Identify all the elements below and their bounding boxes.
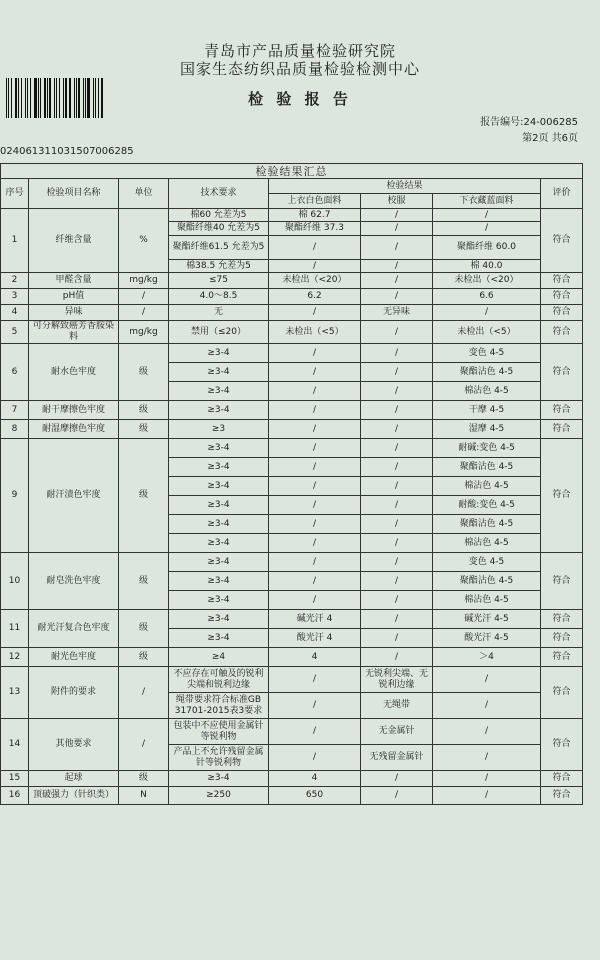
cell-eval: 符合 bbox=[541, 401, 583, 420]
cell-req: ≥3-4 bbox=[169, 382, 269, 401]
cell-r2: / bbox=[361, 610, 433, 629]
cell-req: ≥3-4 bbox=[169, 515, 269, 534]
cell-r2: / bbox=[361, 771, 433, 787]
barcode-bar bbox=[27, 78, 28, 118]
cell-seq: 16 bbox=[1, 787, 29, 805]
cell-unit: 级 bbox=[119, 771, 169, 787]
cell-req: ≥3-4 bbox=[169, 458, 269, 477]
cell-r1: 4 bbox=[269, 771, 361, 787]
barcode-bar bbox=[101, 78, 102, 118]
cell-item: 耐水色牢度 bbox=[29, 344, 119, 401]
cell-r2: / bbox=[361, 222, 433, 236]
cell-req: 棉38.5 允差为5 bbox=[169, 260, 269, 273]
cell-item: 附件的要求 bbox=[29, 667, 119, 719]
cell-item: 耐干摩擦色牢度 bbox=[29, 401, 119, 420]
table-row bbox=[1, 344, 583, 363]
org-name: 青岛市产品质量检验研究院 bbox=[203, 42, 396, 60]
cell-r3: 棉沾色 4-5 bbox=[433, 382, 541, 401]
cell-req: ≥3-4 bbox=[169, 771, 269, 787]
col-eval: 评价 bbox=[541, 179, 583, 209]
cell-r1: / bbox=[269, 534, 361, 553]
barcode-bar bbox=[40, 78, 41, 118]
cell-r3: 变色 4-5 bbox=[433, 553, 541, 572]
cell-eval: 符合 bbox=[541, 667, 583, 719]
cell-item: 顶破强力（针织类） bbox=[29, 787, 119, 805]
cell-r1: / bbox=[269, 439, 361, 458]
cell-r3: 聚酯沾色 4-5 bbox=[433, 363, 541, 382]
cell-req: 棉60 允差为5 bbox=[169, 209, 269, 222]
cell-eval: 符合 bbox=[541, 629, 583, 648]
cell-r2: / bbox=[361, 382, 433, 401]
cell-item: 耐湿摩擦色牢度 bbox=[29, 420, 119, 439]
cell-item: 纤维含量 bbox=[29, 209, 119, 273]
barcode-bar bbox=[8, 78, 9, 118]
cell-unit: N bbox=[119, 787, 169, 805]
col-req: 技术要求 bbox=[169, 179, 269, 209]
cell-r1: / bbox=[269, 572, 361, 591]
cell-r3: 干摩 4-5 bbox=[433, 401, 541, 420]
cell-unit: / bbox=[119, 719, 169, 771]
cell-r3: 湿摩 4-5 bbox=[433, 420, 541, 439]
cell-unit: 级 bbox=[119, 420, 169, 439]
cell-r1: 4 bbox=[269, 648, 361, 667]
cell-r2: / bbox=[361, 439, 433, 458]
cell-req: 4.0～8.5 bbox=[169, 289, 269, 305]
cell-r3: / bbox=[433, 222, 541, 236]
cell-req: ≤75 bbox=[169, 273, 269, 289]
table-row bbox=[1, 209, 583, 222]
cell-r3: 聚酯沾色 4-5 bbox=[433, 515, 541, 534]
cell-r3: 碱光汗 4-5 bbox=[433, 610, 541, 629]
table-row bbox=[1, 771, 583, 787]
cell-unit: / bbox=[119, 305, 169, 321]
cell-eval: 符合 bbox=[541, 553, 583, 610]
cell-req: 产品上不允许残留金属针等锐利物 bbox=[169, 745, 269, 771]
cell-r1: / bbox=[269, 401, 361, 420]
barcode-bar bbox=[30, 78, 31, 118]
cell-r2: 无残留金属针 bbox=[361, 745, 433, 771]
cell-req: ≥3-4 bbox=[169, 439, 269, 458]
cell-r3: 棉 40.0 bbox=[433, 260, 541, 273]
table-row bbox=[1, 273, 583, 289]
table-row bbox=[1, 321, 583, 344]
cell-eval: 符合 bbox=[541, 289, 583, 305]
col-results: 检验结果 bbox=[269, 179, 541, 194]
table-row bbox=[1, 401, 583, 420]
barcode-bar bbox=[34, 78, 36, 118]
cell-seq: 5 bbox=[1, 321, 29, 344]
table-row bbox=[1, 439, 583, 458]
cell-item: 甲醛含量 bbox=[29, 273, 119, 289]
report-number: 报告编号:24-006285 bbox=[480, 117, 578, 128]
cell-r2: / bbox=[361, 553, 433, 572]
barcode-bar bbox=[63, 78, 64, 118]
col-r2: 校服 bbox=[361, 194, 433, 209]
cell-item: 起球 bbox=[29, 771, 119, 787]
cell-r2: 无锐利尖端、无锐利边缘 bbox=[361, 667, 433, 693]
cell-r2: 无金属针 bbox=[361, 719, 433, 745]
cell-unit: 级 bbox=[119, 344, 169, 401]
cell-r3: ＞4 bbox=[433, 648, 541, 667]
cell-r1: / bbox=[269, 719, 361, 745]
cell-r1: 未检出（<20） bbox=[269, 273, 361, 289]
cell-req: ≥3-4 bbox=[169, 363, 269, 382]
cell-r2: / bbox=[361, 572, 433, 591]
cell-r1: / bbox=[269, 458, 361, 477]
cell-r1: / bbox=[269, 305, 361, 321]
cell-eval: 符合 bbox=[541, 209, 583, 273]
barcode-bar bbox=[47, 78, 48, 118]
cell-r1: 碱光汗 4 bbox=[269, 610, 361, 629]
barcode-bar bbox=[76, 78, 77, 118]
col-r1: 上衣白色面料 bbox=[269, 194, 361, 209]
cell-r1: / bbox=[269, 420, 361, 439]
cell-r1: 650 bbox=[269, 787, 361, 805]
cell-r3: 未检出（<20） bbox=[433, 273, 541, 289]
cell-eval: 符合 bbox=[541, 344, 583, 401]
col-seq: 序号 bbox=[1, 179, 29, 209]
cell-r2: / bbox=[361, 787, 433, 805]
table-row bbox=[1, 787, 583, 805]
cell-eval: 符合 bbox=[541, 771, 583, 787]
cell-seq: 4 bbox=[1, 305, 29, 321]
cell-eval: 符合 bbox=[541, 648, 583, 667]
cell-seq: 10 bbox=[1, 553, 29, 610]
table-row bbox=[1, 719, 583, 745]
cell-eval: 符合 bbox=[541, 439, 583, 553]
cell-seq: 11 bbox=[1, 610, 29, 648]
cell-r2: / bbox=[361, 273, 433, 289]
cell-r3: 耐碱:变色 4-5 bbox=[433, 439, 541, 458]
cell-r3: / bbox=[433, 745, 541, 771]
cell-seq: 8 bbox=[1, 420, 29, 439]
cell-req: ≥3-4 bbox=[169, 496, 269, 515]
cell-r3: 6.6 bbox=[433, 289, 541, 305]
cell-item: 耐光汗复合色牢度 bbox=[29, 610, 119, 648]
cell-r1: / bbox=[269, 477, 361, 496]
cell-r3: 棉沾色 4-5 bbox=[433, 477, 541, 496]
cell-seq: 7 bbox=[1, 401, 29, 420]
cell-r3: / bbox=[433, 667, 541, 693]
cell-r1: 酸光汗 4 bbox=[269, 629, 361, 648]
table-row bbox=[1, 648, 583, 667]
barcode-bar bbox=[11, 78, 12, 118]
cell-req: 包装中不应使用金属针等锐利物 bbox=[169, 719, 269, 745]
cell-seq: 6 bbox=[1, 344, 29, 401]
barcode-bar bbox=[93, 78, 94, 118]
barcode-bar bbox=[6, 78, 7, 118]
cell-r2: / bbox=[361, 477, 433, 496]
barcode-bar bbox=[15, 78, 17, 118]
cell-req: ≥3-4 bbox=[169, 553, 269, 572]
cell-r2: / bbox=[361, 321, 433, 344]
cell-unit: % bbox=[119, 209, 169, 273]
cell-r1: / bbox=[269, 667, 361, 693]
table-caption: 检验结果汇总 bbox=[1, 164, 583, 179]
cell-r2: / bbox=[361, 344, 433, 363]
cell-item: 耐汗渍色牢度 bbox=[29, 439, 119, 553]
cell-eval: 符合 bbox=[541, 305, 583, 321]
cell-unit: / bbox=[119, 667, 169, 719]
cell-r1: / bbox=[269, 693, 361, 719]
cell-r2: / bbox=[361, 209, 433, 222]
cell-r1: / bbox=[269, 363, 361, 382]
barcode-bar bbox=[78, 78, 79, 118]
barcode-bar bbox=[56, 78, 57, 118]
table-row bbox=[1, 420, 583, 439]
barcode-bar bbox=[44, 78, 45, 118]
cell-r3: / bbox=[433, 771, 541, 787]
cell-r2: / bbox=[361, 648, 433, 667]
cell-req: 无 bbox=[169, 305, 269, 321]
cell-unit: 级 bbox=[119, 610, 169, 648]
cell-item: 可分解致癌芳香胺染料 bbox=[29, 321, 119, 344]
cell-r2: / bbox=[361, 458, 433, 477]
center-name: 国家生态纺织品质量检验检测中心 bbox=[179, 60, 420, 78]
cell-r2: / bbox=[361, 236, 433, 260]
cell-unit: / bbox=[119, 289, 169, 305]
cell-item: 耐光色牢度 bbox=[29, 648, 119, 667]
barcode-bar bbox=[85, 78, 86, 118]
cell-item: 其他要求 bbox=[29, 719, 119, 771]
cell-req: ≥3-4 bbox=[169, 629, 269, 648]
cell-req: ≥250 bbox=[169, 787, 269, 805]
cell-r3: 棉沾色 4-5 bbox=[433, 534, 541, 553]
cell-req: ≥3-4 bbox=[169, 591, 269, 610]
cell-r1: / bbox=[269, 515, 361, 534]
cell-item: 耐皂洗色牢度 bbox=[29, 553, 119, 610]
barcode bbox=[6, 78, 104, 118]
cell-unit: 级 bbox=[119, 553, 169, 610]
cell-r2: / bbox=[361, 629, 433, 648]
cell-seq: 14 bbox=[1, 719, 29, 771]
cell-r3: / bbox=[433, 719, 541, 745]
barcode-bar bbox=[65, 78, 66, 118]
cell-eval: 符合 bbox=[541, 420, 583, 439]
table-row bbox=[1, 553, 583, 572]
barcode-bar bbox=[74, 78, 75, 118]
cell-req: 聚酯纤维40 允差为5 bbox=[169, 222, 269, 236]
page-info: 第2页 共6页 bbox=[522, 133, 578, 144]
cell-r1: / bbox=[269, 382, 361, 401]
cell-r2: / bbox=[361, 515, 433, 534]
col-item: 检验项目名称 bbox=[29, 179, 119, 209]
barcode-bar bbox=[21, 78, 22, 118]
cell-unit: mg/kg bbox=[119, 321, 169, 344]
cell-eval: 符合 bbox=[541, 273, 583, 289]
barcode-bar bbox=[38, 78, 39, 118]
cell-r2: / bbox=[361, 591, 433, 610]
cell-req: ≥3-4 bbox=[169, 610, 269, 629]
cell-r3: / bbox=[433, 305, 541, 321]
cell-req: ≥3 bbox=[169, 420, 269, 439]
cell-seq: 3 bbox=[1, 289, 29, 305]
table-row bbox=[1, 289, 583, 305]
cell-req: 聚酯纤维61.5 允差为5 bbox=[169, 236, 269, 260]
cell-r3: 聚酯沾色 4-5 bbox=[433, 458, 541, 477]
cell-r2: / bbox=[361, 260, 433, 273]
cell-unit: 级 bbox=[119, 439, 169, 553]
cell-r3: / bbox=[433, 693, 541, 719]
cell-req: ≥3-4 bbox=[169, 401, 269, 420]
barcode-bar bbox=[54, 78, 55, 118]
cell-req: ≥4 bbox=[169, 648, 269, 667]
cell-r1: / bbox=[269, 260, 361, 273]
cell-r1: / bbox=[269, 591, 361, 610]
barcode-bar bbox=[49, 78, 51, 118]
cell-item: pH值 bbox=[29, 289, 119, 305]
cell-r3: 耐酸:变色 4-5 bbox=[433, 496, 541, 515]
cell-r2: / bbox=[361, 401, 433, 420]
cell-r2: 无异味 bbox=[361, 305, 433, 321]
doc-code: 0240613110315070062​85 bbox=[0, 146, 134, 157]
results-table bbox=[0, 163, 583, 805]
col-r3: 下衣藏蓝面料 bbox=[433, 194, 541, 209]
cell-r1: / bbox=[269, 553, 361, 572]
barcode-bar bbox=[18, 78, 19, 118]
cell-r2: / bbox=[361, 496, 433, 515]
table-row bbox=[1, 610, 583, 629]
cell-r2: / bbox=[361, 289, 433, 305]
cell-seq: 13 bbox=[1, 667, 29, 719]
cell-r2: / bbox=[361, 534, 433, 553]
cell-r3: / bbox=[433, 787, 541, 805]
cell-r1: / bbox=[269, 236, 361, 260]
cell-eval: 符合 bbox=[541, 787, 583, 805]
barcode-bar bbox=[69, 78, 71, 118]
cell-r3: 未检出（<5） bbox=[433, 321, 541, 344]
doc-title: 检 验 报 告 bbox=[248, 90, 352, 108]
cell-unit: 级 bbox=[119, 648, 169, 667]
barcode-bar bbox=[59, 78, 60, 118]
barcode-bar bbox=[25, 78, 26, 118]
cell-seq: 9 bbox=[1, 439, 29, 553]
barcode-bar bbox=[95, 78, 96, 118]
cell-r1: / bbox=[269, 745, 361, 771]
table-row bbox=[1, 667, 583, 693]
cell-req: 不应存在可触及的锐利尖端和锐利边缘 bbox=[169, 667, 269, 693]
cell-req: ≥3-4 bbox=[169, 534, 269, 553]
cell-r1: / bbox=[269, 496, 361, 515]
cell-eval: 符合 bbox=[541, 719, 583, 771]
cell-r1: 聚酯纤维 37.3 bbox=[269, 222, 361, 236]
cell-r2: 无绳带 bbox=[361, 693, 433, 719]
cell-r1: 棉 62.7 bbox=[269, 209, 361, 222]
cell-req: ≥3-4 bbox=[169, 477, 269, 496]
cell-r3: 棉沾色 4-5 bbox=[433, 591, 541, 610]
cell-seq: 2 bbox=[1, 273, 29, 289]
cell-req: 绳带要求符合标准GB 31701-2015表3要求 bbox=[169, 693, 269, 719]
cell-r3: 聚酯纤维 60.0 bbox=[433, 236, 541, 260]
cell-req: ≥3-4 bbox=[169, 572, 269, 591]
barcode-bar bbox=[87, 78, 89, 118]
cell-r3: 酸光汗 4-5 bbox=[433, 629, 541, 648]
cell-r2: / bbox=[361, 363, 433, 382]
col-unit: 单位 bbox=[119, 179, 169, 209]
cell-r1: 6.2 bbox=[269, 289, 361, 305]
cell-item: 异味 bbox=[29, 305, 119, 321]
cell-seq: 15 bbox=[1, 771, 29, 787]
cell-eval: 符合 bbox=[541, 321, 583, 344]
cell-seq: 12 bbox=[1, 648, 29, 667]
cell-r3: / bbox=[433, 209, 541, 222]
table-row bbox=[1, 305, 583, 321]
cell-r3: 聚酯沾色 4-5 bbox=[433, 572, 541, 591]
cell-r1: 未检出（<5） bbox=[269, 321, 361, 344]
cell-unit: 级 bbox=[119, 401, 169, 420]
cell-r2: / bbox=[361, 420, 433, 439]
cell-req: ≥3-4 bbox=[169, 344, 269, 363]
cell-r3: 变色 4-5 bbox=[433, 344, 541, 363]
cell-eval: 符合 bbox=[541, 610, 583, 629]
cell-seq: 1 bbox=[1, 209, 29, 273]
cell-r1: / bbox=[269, 344, 361, 363]
cell-unit: mg/kg bbox=[119, 273, 169, 289]
barcode-bar bbox=[83, 78, 84, 118]
cell-req: 禁用（≤20） bbox=[169, 321, 269, 344]
barcode-bar bbox=[98, 78, 99, 118]
